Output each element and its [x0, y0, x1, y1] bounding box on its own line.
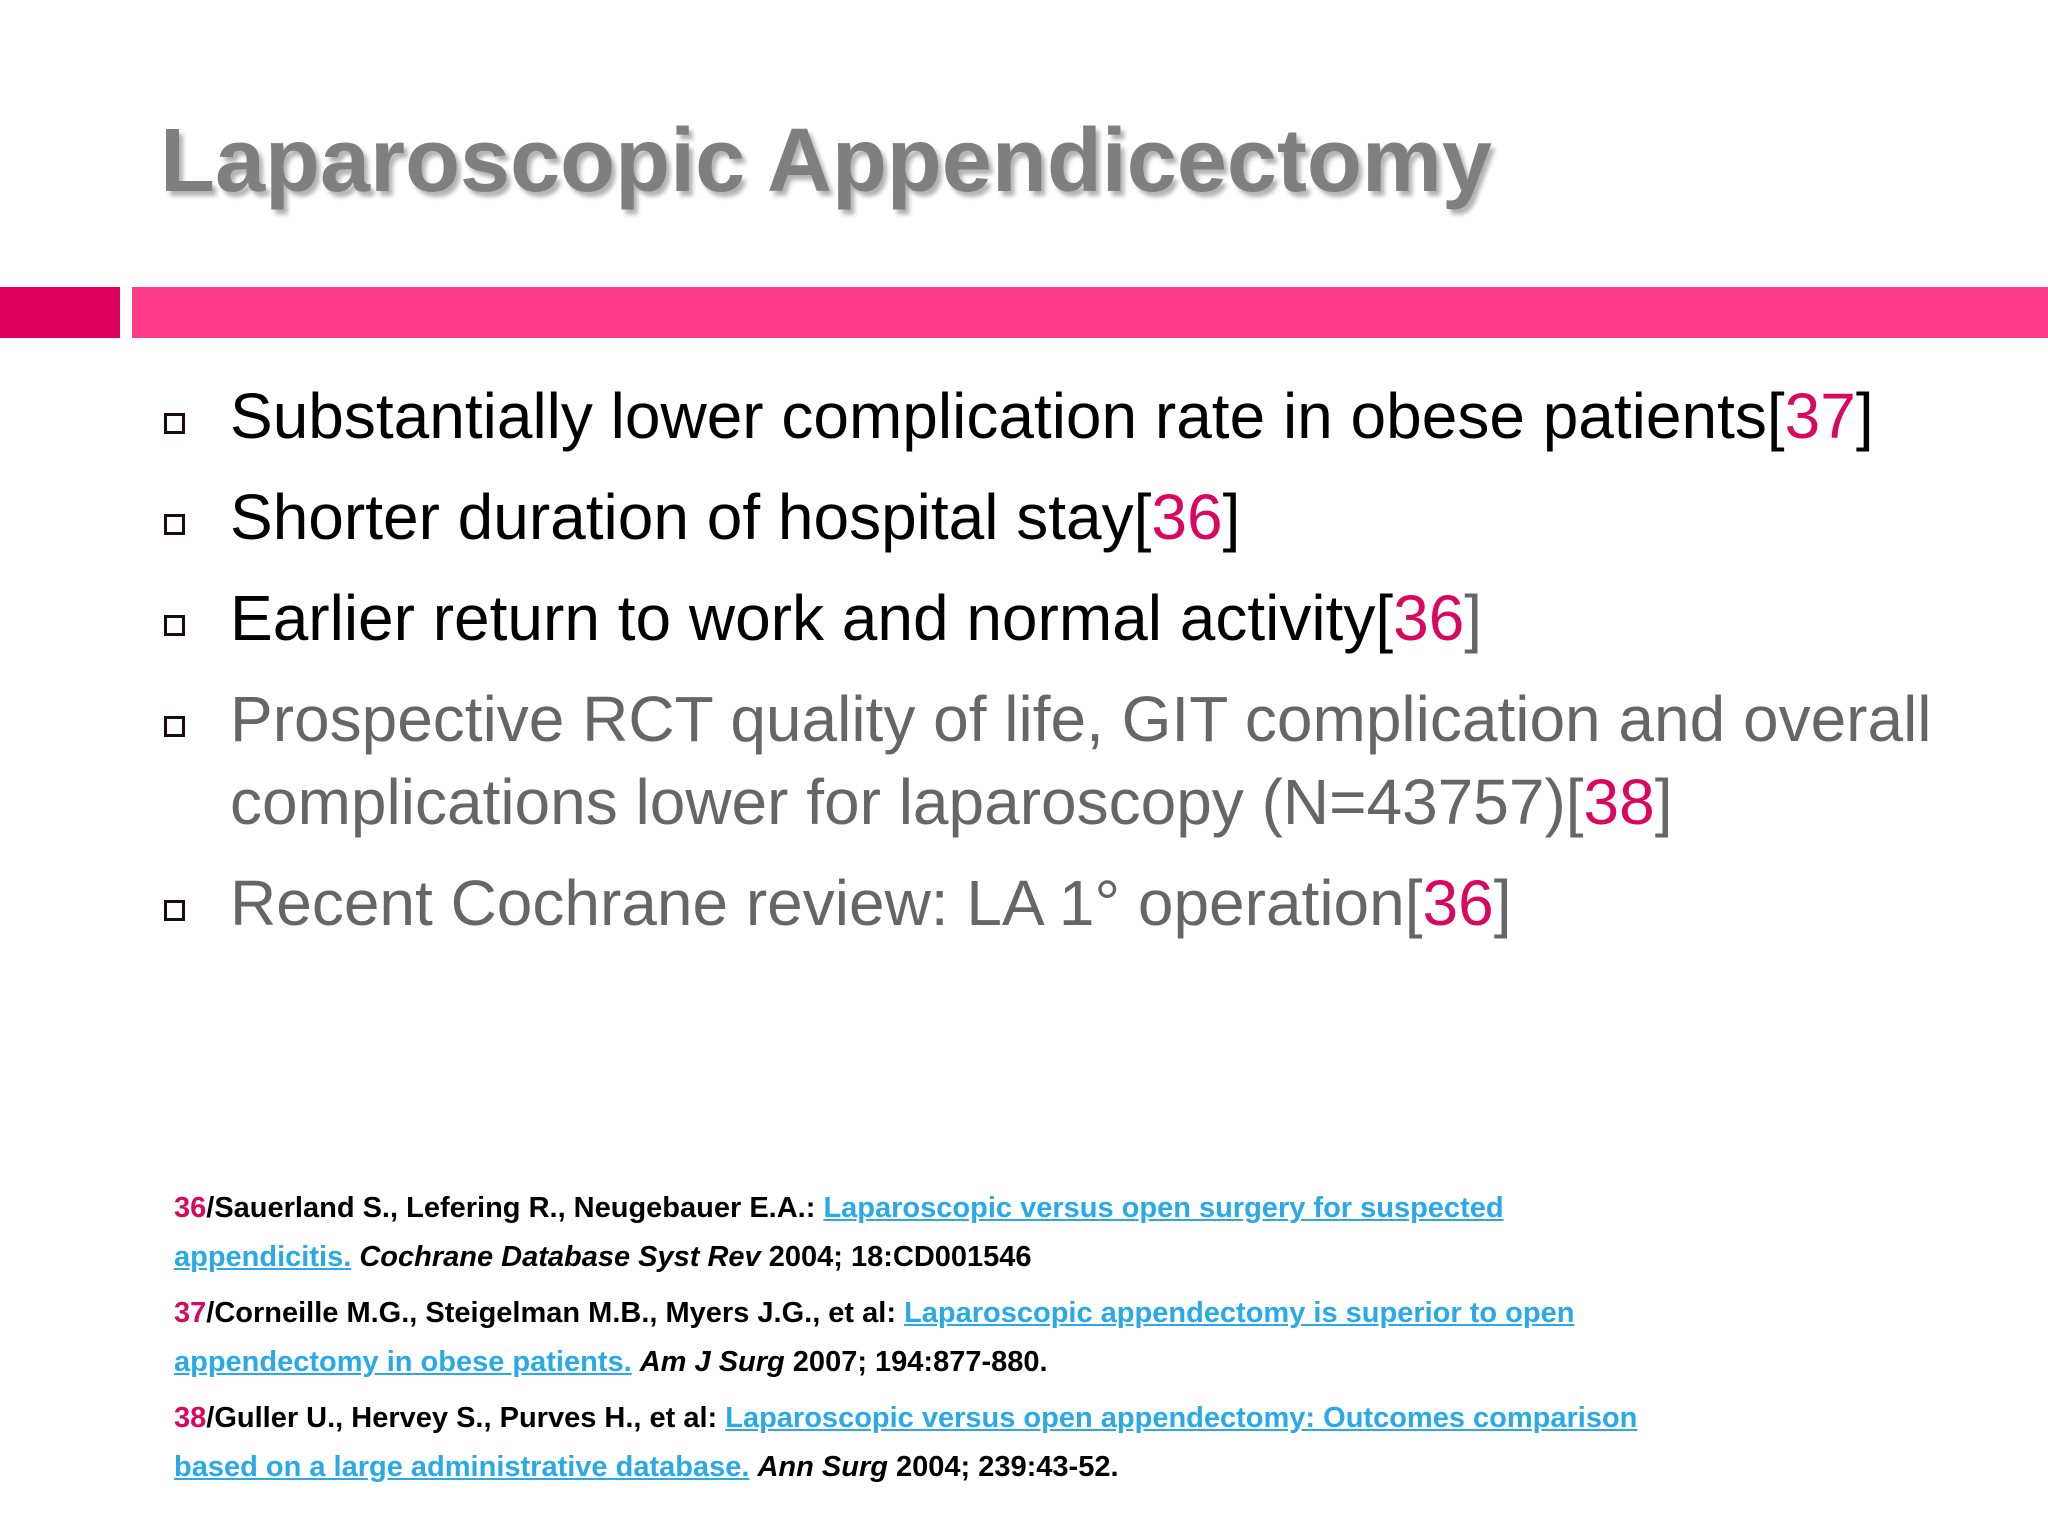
- reference-journal: Ann Surg: [757, 1451, 888, 1483]
- bullet-text: Recent Cochrane review: LA 1° operation: [230, 867, 1405, 939]
- square-bullet-icon: [164, 514, 185, 535]
- bullet-text: Shorter duration of hospital stay: [230, 481, 1134, 553]
- reference-link[interactable]: based on a large administrative database.: [174, 1451, 750, 1483]
- bracket-close: ]: [1855, 380, 1874, 452]
- bracket-open: [: [1133, 481, 1152, 553]
- reference-details: 2004; 239:43-52.: [887, 1451, 1119, 1483]
- bracket-open: [: [1375, 582, 1394, 654]
- reference-entry: [174, 1390, 1994, 1487]
- bracket-close: ]: [1222, 481, 1241, 553]
- bracket-open: [: [1766, 380, 1785, 452]
- citation-ref: 37: [1784, 380, 1856, 452]
- reference-journal: Am J Surg: [639, 1346, 785, 1378]
- bracket-close: ]: [1464, 582, 1483, 654]
- bullet-item: [160, 577, 2020, 660]
- citation-ref: 38: [1583, 766, 1655, 838]
- reference-link[interactable]: Laparoscopic versus open surgery for suspected: [823, 1192, 1504, 1224]
- square-bullet-icon: [164, 900, 185, 921]
- bracket-close: ]: [1493, 867, 1512, 939]
- slide-title: Laparoscopic Appendicectomy: [160, 111, 1492, 211]
- bullet-item: [160, 678, 2020, 844]
- reference-authors: /Corneille M.G., Steigelman M.B., Myers J.G., et al:: [206, 1297, 905, 1329]
- square-bullet-icon: [164, 413, 185, 434]
- bracket-close: ]: [1654, 766, 1673, 838]
- bullet-text: Prospective RCT quality of life, GIT complication and overall complications lower for laparoscopy (N=43757): [230, 683, 1932, 838]
- reference-line: [174, 1180, 1994, 1237]
- citation-ref: 36: [1393, 582, 1465, 654]
- bullet-item: [160, 375, 2020, 458]
- reference-line: [174, 1447, 1994, 1487]
- reference-line: [174, 1342, 1994, 1382]
- bullet-item: [160, 862, 2020, 945]
- reference-entry: [174, 1285, 1994, 1382]
- reference-link[interactable]: appendicitis.: [174, 1241, 352, 1273]
- citation-ref: 36: [1151, 481, 1223, 553]
- citation-ref: 36: [1422, 867, 1494, 939]
- bullet-text: Earlier return to work and normal activity: [230, 582, 1376, 654]
- reference-number: 37: [174, 1297, 207, 1329]
- reference-number: 38: [174, 1402, 207, 1434]
- reference-link[interactable]: Laparoscopic versus open appendectomy: Outcomes comparison: [725, 1402, 1638, 1434]
- reference-line: [174, 1285, 1994, 1342]
- reference-details: 2004; 18:CD001546: [760, 1241, 1032, 1273]
- accent-bar-main: [132, 287, 2048, 338]
- reference-entry: [174, 1180, 1994, 1277]
- reference-link[interactable]: appendectomy in obese patients.: [174, 1346, 632, 1378]
- bullet-text: Substantially lower complication rate in obese patients: [230, 380, 1767, 452]
- reference-number: 36: [174, 1192, 207, 1224]
- accent-bar-left: [0, 287, 120, 338]
- reference-journal: Cochrane Database Syst Rev: [359, 1241, 761, 1273]
- square-bullet-icon: [164, 615, 185, 636]
- bullet-list: [160, 375, 2020, 963]
- bullet-item: [160, 476, 2020, 559]
- reference-line: [174, 1237, 1994, 1277]
- reference-details: 2007; 194:877-880.: [784, 1346, 1048, 1378]
- reference-authors: /Sauerland S., Lefering R., Neugebauer E.A.:: [206, 1192, 824, 1224]
- reference-authors: /Guller U., Hervey S., Purves H., et al:: [206, 1402, 726, 1434]
- references: [174, 1180, 1994, 1495]
- reference-line: [174, 1390, 1994, 1447]
- bracket-open: [: [1404, 867, 1423, 939]
- bracket-open: [: [1565, 766, 1584, 838]
- square-bullet-icon: [164, 716, 185, 737]
- reference-link[interactable]: Laparoscopic appendectomy is superior to open: [904, 1297, 1575, 1329]
